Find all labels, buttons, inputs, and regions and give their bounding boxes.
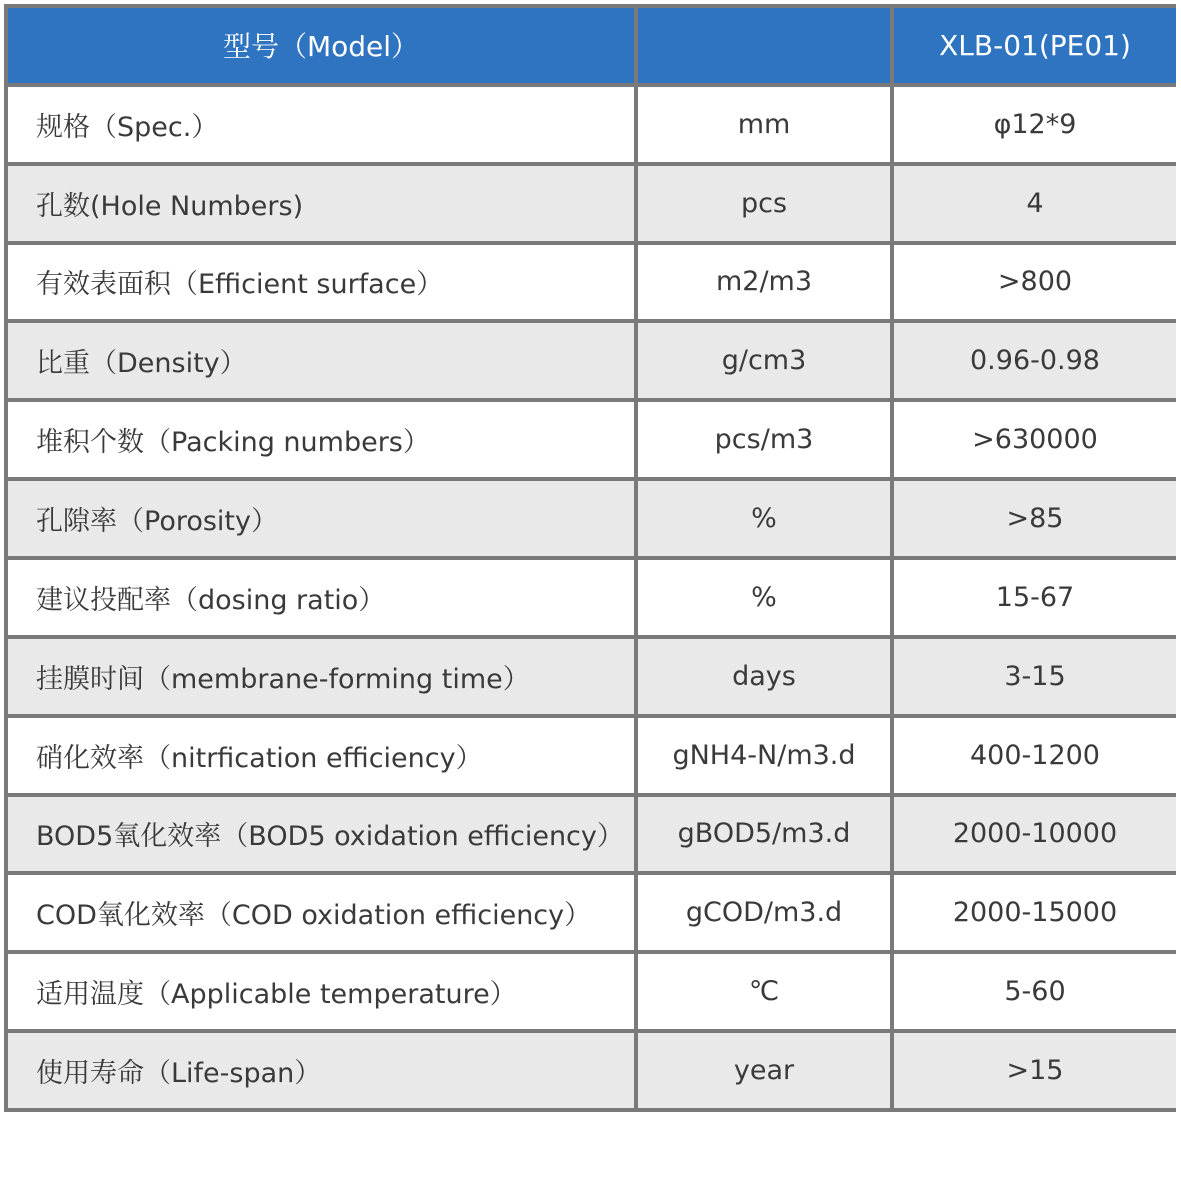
row-unit: pcs/m3 [638, 402, 890, 477]
spec-table [4, 4, 1176, 1112]
row-unit: mm [638, 87, 890, 162]
row-unit: pcs [638, 166, 890, 241]
row-label: 比重（Density） [8, 323, 634, 398]
row-label: 有效表面积（Efficient surface） [8, 245, 634, 320]
row-value: φ12*9 [894, 87, 1176, 162]
row-value: 15-67 [894, 560, 1176, 635]
row-unit: gBOD5/m3.d [638, 797, 890, 872]
row-unit: year [638, 1033, 890, 1108]
header-model-label: 型号（Model） [8, 8, 634, 83]
row-value: >630000 [894, 402, 1176, 477]
row-value: 5-60 [894, 954, 1176, 1029]
row-label: 孔数(Hole Numbers) [8, 166, 634, 241]
row-unit: ℃ [638, 954, 890, 1029]
row-value: >85 [894, 481, 1176, 556]
row-label: 建议投配率（dosing ratio） [8, 560, 634, 635]
row-value: 2000-15000 [894, 875, 1176, 950]
row-unit: gCOD/m3.d [638, 875, 890, 950]
row-unit: g/cm3 [638, 323, 890, 398]
row-value: 3-15 [894, 639, 1176, 714]
row-unit: % [638, 481, 890, 556]
row-label: 规格（Spec.） [8, 87, 634, 162]
row-label: COD氧化效率（COD oxidation efficiency） [8, 875, 634, 950]
header-model-value: XLB-01(PE01) [894, 8, 1176, 83]
row-value: >800 [894, 245, 1176, 320]
row-value: >15 [894, 1033, 1176, 1108]
row-value: 4 [894, 166, 1176, 241]
row-label: 使用寿命（Life-span） [8, 1033, 634, 1108]
row-label: 挂膜时间（membrane-forming time） [8, 639, 634, 714]
row-value: 400-1200 [894, 718, 1176, 793]
header-unit-cell [638, 8, 890, 83]
row-unit: days [638, 639, 890, 714]
row-label: 孔隙率（Porosity） [8, 481, 634, 556]
row-label: 适用温度（Applicable temperature） [8, 954, 634, 1029]
row-value: 2000-10000 [894, 797, 1176, 872]
row-unit: gNH4-N/m3.d [638, 718, 890, 793]
row-label: 堆积个数（Packing numbers） [8, 402, 634, 477]
row-value: 0.96-0.98 [894, 323, 1176, 398]
row-unit: % [638, 560, 890, 635]
row-label: 硝化效率（nitrfication efficiency） [8, 718, 634, 793]
row-label: BOD5氧化效率（BOD5 oxidation efficiency） [8, 797, 634, 872]
row-unit: m2/m3 [638, 245, 890, 320]
